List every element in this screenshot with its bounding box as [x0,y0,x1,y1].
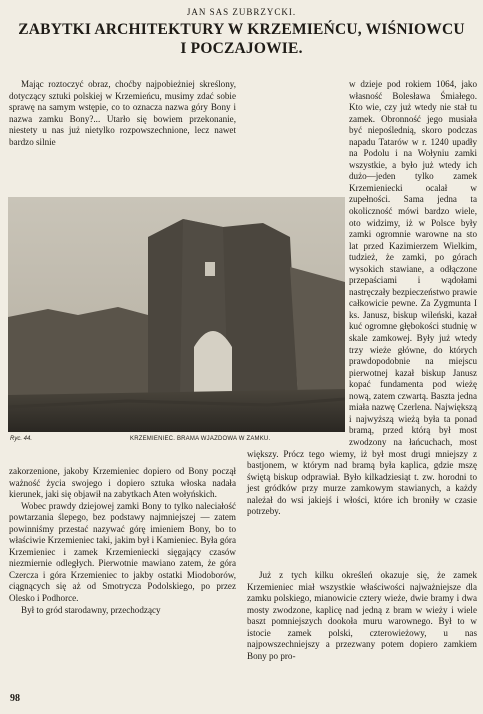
paragraph: Był to gród starodawny, przechodzący [21,604,161,615]
caption-text: KRZEMIENIEC. BRAMA WJAZDOWA W ZAMKU. [130,436,271,442]
castle-gate-photo [8,197,345,432]
paragraph: w dzieje pod rokiem 1064, jako własność Bolesława Śmiałego. Kto wie, czy już wtedy nie stał tu zamek. Obronność jego musiała być niepoślednią, skoro podczas napadu Tatarów w r. 1240 upadły na Podolu i na Wołyniu zamki wszystkie, a było już wtedy ich dużo—jeden tylko zamek Krzemieniecki ocalał w zupełności. Sama jedna ta okoliczność mówi bardzo wiele, oto widzimy, iż w Polsce były zamki ogromnie warowne na sto lat przed Kazimierzem Wielkim, tudzież, że zamki, po górach wysokich stawiane, a odłączone przepaściami i wądołami nastręczały bezpieczeństwo prawie całkowicie pewne. Za Zygmunta I ks. Janusz, biskup wileński, kazał kuć ogromne głębokości studnię w skale zamkowej. Były już wtedy trzy wieże główne, do których prawdopodobnie na miejscu pierwotnej kazał biskup Janusz kopać fundamenta pod wieżę nową, zatem czwartą. Baszta jedna miała nazwę Czerlena. Największą i najwyższą wieżą była ta ponad bramą, przed którą był most zwodzony na łańcuchach, most większy. Prócz tego wiemy, iż był most drugi mniejszy z bastjonem, w którym nad bramą była kaplica, gdzie mszę świętą biskup odprawiał. Było kilkadziesiąt t. zw. horodni to jest gródków przy murze zamkowym stawianych, a każdy należał do wsi jakiejś i włości, które ich broniły w czasie potrzeby. [247,79,477,517]
castle-gate-illustration [8,197,345,432]
left-column-bottom [9,466,236,616]
page-number: 98 [10,693,20,704]
figure-number: Ryc. 44. [10,436,33,442]
paragraph: Już z tych kilku określeń okazuje się, że zamek Krzemieniec miał wszystkie właściwości najważniejsze dla zamku polskiego, mianowicie cztery wieże, dwie bramy i dwa mosty zwodzone, kaplicę nad jedną z bram w wieży i wiele baszt pomniejszych dookoła muru warownego. Był to w istocie zamek polski, czterowieżowy, u nas najpowszechniejszy a przezwany potem dopiero zamkiem Bony po pro- [247,570,477,661]
right-column-bottom [247,570,477,662]
author-line: JAN SAS ZUBRZYCKI. [186,7,297,17]
article-title: ZABYTKI ARCHITEKTURY W KRZEMIEŃCU, WIŚNIOWCU I POCZAJOWIE. [18,21,465,57]
paragraph: Mając roztoczyć obraz, choćby najpobieżniej skreślony, dotyczący sztuki polskiej w Krzemieńcu, musimy zdać sobie sprawę na samym wstępie, co to oznacza nazwa góry Bony i nazwa zamku Bony?... Utarło się bowiem przekonanie, niestety u nas już nietylko rozpowszechnione, lecz nawet bardzo silnie [9,79,236,147]
left-column-top [9,79,236,148]
figure-caption [10,436,340,446]
paragraph: zakorzenione, jakoby Krzemieniec dopiero od Bony począł ważność życia swojego i dopiero sztuka włoska nadała kierunek, jaki się objawił na zabytkach Aten wołyńskich. [9,466,236,500]
paragraph: Wobec prawdy dziejowej zamki Bony to tylko naleciałość powtarzania ślepego, bez podstawy najmniejszej — zatem powinniśmy przestać nazywać górę imieniem Bony, bo to właściwie Krzemieniec taki, jakim był i Kamieniec. Była góra Krzemieniec i zamek Krzemieniecki sięgający czasów niezmiernie odległych. Pierwotnie mawiano zatem, że góra Czercza i góra Krzemieniec to jakby ostatki Miodoborów, ciągnących się aż od Smotrycza Podolskiego, po przez Olesko i Podhorce. [9,500,236,604]
